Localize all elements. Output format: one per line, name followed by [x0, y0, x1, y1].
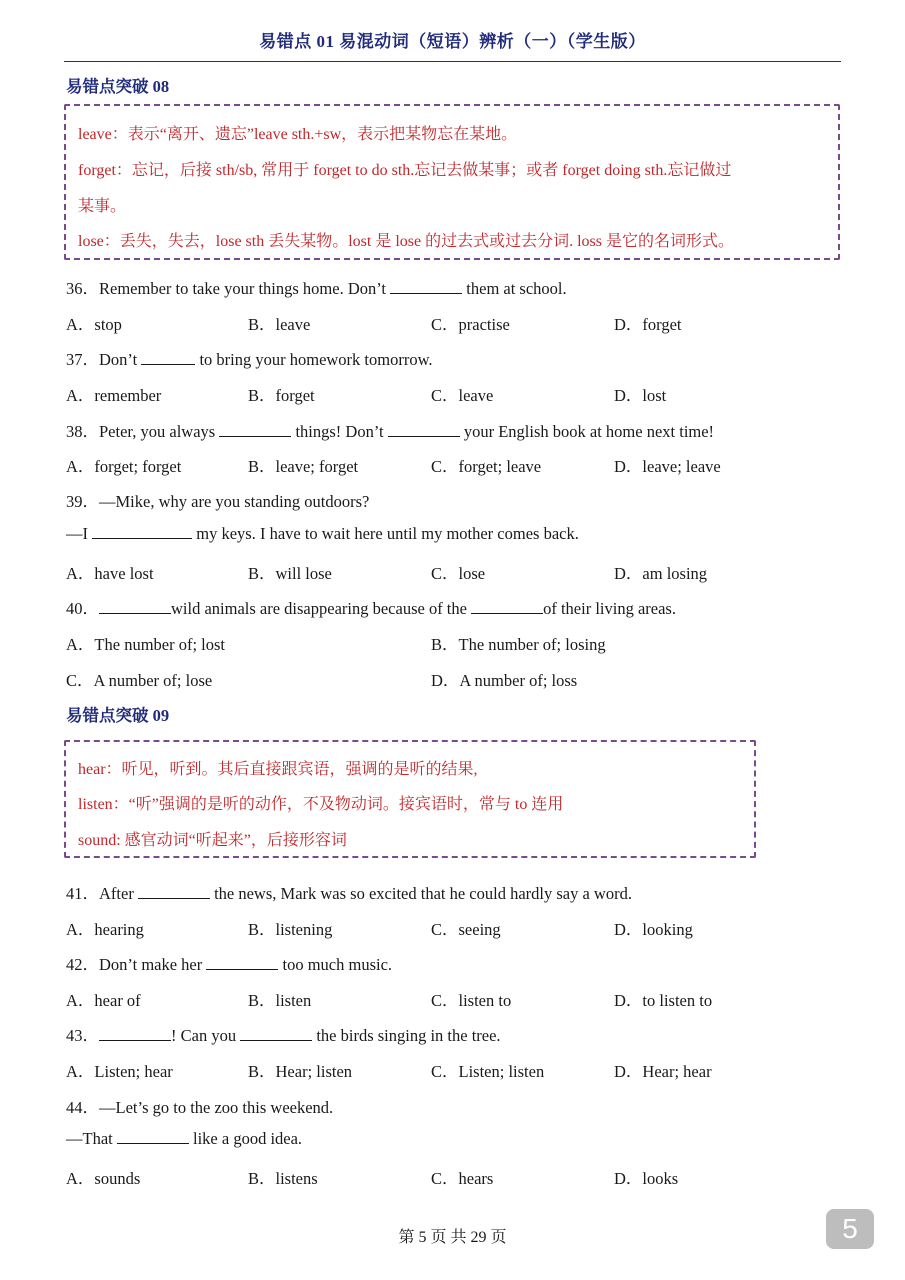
q40-option-b: B．The number of; losing [431, 635, 606, 654]
q44-option-d: D．looks [614, 1169, 679, 1188]
q36-option-c: C．practise [431, 315, 510, 334]
question-43-text-a: 43． [66, 1026, 99, 1045]
q40-option-d: D．A number of; loss [431, 671, 578, 690]
q43-option-b: B．Hear; listen [248, 1062, 353, 1081]
answer-blank [240, 1026, 312, 1041]
answer-blank [390, 279, 462, 294]
question-44-text-a: —That [66, 1129, 113, 1148]
section-title-08: 易错点突破 08 [66, 77, 170, 96]
q42-option-c: C．listen to [431, 991, 512, 1010]
q39-option-b: B．will lose [248, 564, 332, 583]
question-36-text-a: 36．Remember to take your things home. Don’t [66, 279, 387, 298]
q42-option-d: D．to listen to [614, 991, 713, 1010]
question-38 [66, 418, 714, 442]
q41-option-c: C．seeing [431, 920, 501, 939]
page-number-badge: 5 [826, 1209, 874, 1249]
tip-line-leave: leave：表示“离开、遗忘”leave sth.+sw，表示把某物忘在某地。 [78, 126, 518, 143]
answer-blank [388, 422, 460, 437]
q36-option-d: D．forget [614, 315, 682, 334]
q44-option-a: A．sounds [66, 1169, 141, 1188]
question-38-text-c: your English book at home next time! [463, 422, 715, 441]
answer-blank [471, 599, 543, 614]
question-44-text-b: like a good idea. [193, 1129, 303, 1148]
q43-option-d: D．Hear; hear [614, 1062, 712, 1081]
q38-option-c: C．forget; leave [431, 457, 542, 476]
question-40-text-c: of their living areas. [543, 599, 676, 618]
q43-option-a: A．Listen; hear [66, 1062, 173, 1081]
q37-option-c: C．leave [431, 386, 494, 405]
question-40-text-a: 40． [66, 599, 99, 618]
question-40-text-b: wild animals are disappearing because of the [171, 599, 467, 618]
question-36-text-b: them at school. [466, 279, 567, 298]
page-header-title: 易错点 01 易混动词（短语）辨析（一）（学生版） [259, 32, 646, 51]
question-41 [66, 880, 632, 904]
q43-option-c: C．Listen; listen [431, 1062, 545, 1081]
question-38-text-a: 38．Peter, you always [66, 422, 216, 441]
question-39-line-1: 39．—Mike, why are you standing outdoors? [66, 492, 370, 511]
question-42-text-b: too much music. [282, 955, 393, 974]
q37-option-d: D．lost [614, 386, 667, 405]
tip-line-forget-cont: 某事。 [78, 198, 127, 215]
question-37-text-b: to bring your homework tomorrow. [199, 350, 433, 369]
question-43 [66, 1022, 501, 1046]
question-39-text-a: —I [66, 524, 88, 543]
section-title-09: 易错点突破 09 [66, 706, 170, 725]
question-42-text-a: 42．Don’t make her [66, 955, 203, 974]
q38-option-a: A．forget; forget [66, 457, 182, 476]
q37-option-b: B．forget [248, 386, 315, 405]
question-41-text-b: the news, Mark was so excited that he could hardly say a word. [214, 884, 632, 903]
q40-option-a: A．The number of; lost [66, 635, 226, 654]
q42-option-b: B．listen [248, 991, 312, 1010]
q41-option-a: A．hearing [66, 920, 144, 939]
q44-option-b: B．listens [248, 1169, 318, 1188]
q36-option-a: A．stop [66, 315, 122, 334]
question-44-line-1: 44．—Let’s go to the zoo this weekend. [66, 1098, 334, 1117]
question-43-text-b: ! Can you [171, 1026, 237, 1045]
tip-line-listen: listen：“听”强调的是听的动作，不及物动词。接宾语时，常与 to 连用 [78, 796, 564, 813]
answer-blank [219, 422, 291, 437]
q39-option-a: A．have lost [66, 564, 154, 583]
tip-line-forget: forget：忘记，后接 sth/sb, 常用于 forget to do sth.忘记去做某事；或者 forget doing sth.忘记做过 [78, 162, 732, 179]
q39-option-c: C．lose [431, 564, 486, 583]
question-37-text-a: 37．Don’t [66, 350, 138, 369]
tip-line-sound: sound: 感官动词“听起来”，后接形容词 [78, 832, 347, 849]
q42-option-a: A．hear of [66, 991, 141, 1010]
question-43-text-c: the birds singing in the tree. [316, 1026, 501, 1045]
page-footer: 第 5 页 共 29 页 [398, 1229, 507, 1246]
q41-option-d: D．looking [614, 920, 693, 939]
answer-blank [99, 599, 171, 614]
answer-blank [206, 955, 278, 970]
question-39-line-2 [66, 524, 579, 544]
q38-option-d: D．leave; leave [614, 457, 721, 476]
answer-blank [138, 884, 210, 899]
question-42 [66, 951, 392, 975]
q37-option-a: A．remember [66, 386, 162, 405]
answer-blank [141, 350, 195, 365]
q41-option-b: B．listening [248, 920, 333, 939]
header-divider [64, 61, 841, 62]
q39-option-d: D．am losing [614, 564, 708, 583]
question-37 [66, 346, 433, 370]
question-44-line-2 [66, 1129, 302, 1149]
q38-option-b: B．leave; forget [248, 457, 359, 476]
q36-option-b: B．leave [248, 315, 311, 334]
q44-option-c: C．hears [431, 1169, 494, 1188]
question-40 [66, 595, 676, 619]
question-41-text-a: 41．After [66, 884, 134, 903]
answer-blank [117, 1129, 189, 1144]
answer-blank [92, 524, 192, 539]
tip-line-lose: lose：丢失，失去，lose sth 丢失某物。lost 是 lose 的过去式或过去分词. loss 是它的名词形式。 [78, 233, 735, 250]
tip-line-hear: hear：听见，听到。其后直接跟宾语，强调的是听的结果, [78, 761, 478, 778]
answer-blank [99, 1026, 171, 1041]
question-38-text-b: things! Don’t [295, 422, 384, 441]
question-36 [66, 275, 567, 299]
q40-option-c: C．A number of; lose [66, 671, 213, 690]
question-39-text-b: my keys. I have to wait here until my mother comes back. [196, 524, 579, 543]
